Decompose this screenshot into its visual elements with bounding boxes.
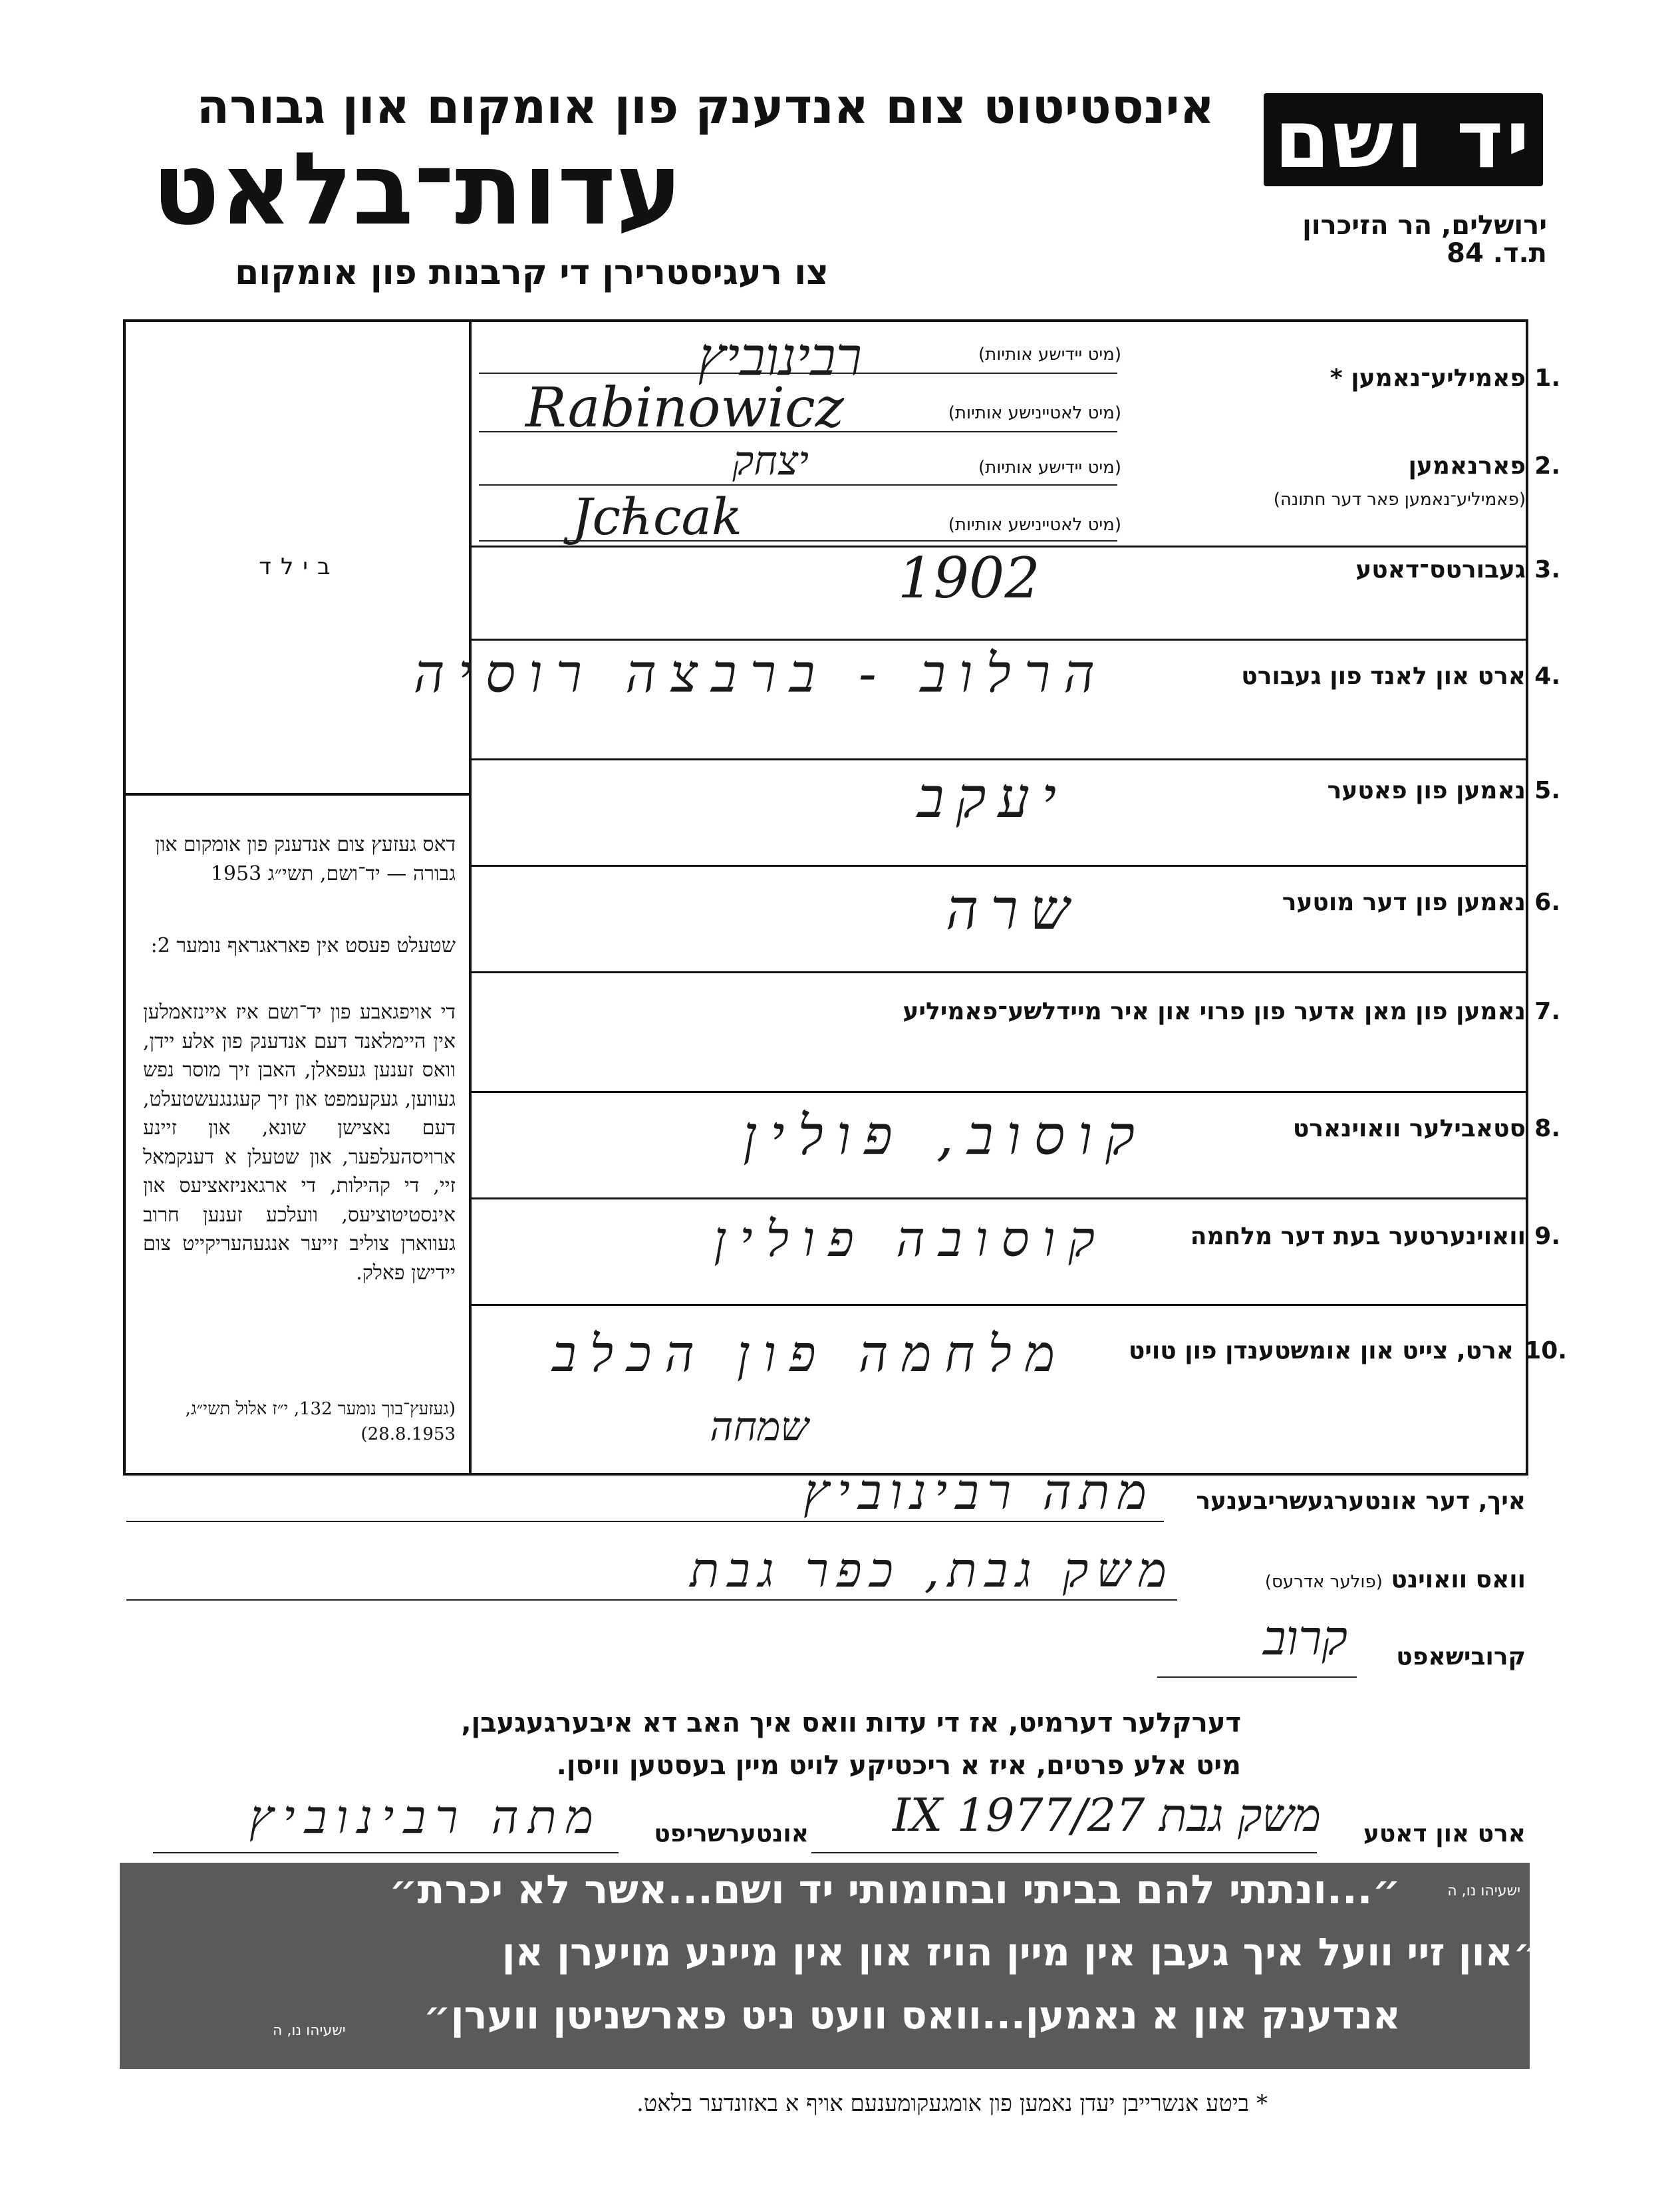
signature-line [153, 1852, 619, 1853]
law-paragraph: דאס געזעץ צום אנדענק פון אומקום און גבורה — יד־ושם, תשי״ג 1953 [155, 833, 456, 885]
banner-quote-yiddish-1: ״און זיי וועל איך געבן אין מיין הויז און אין מיינע מויערן אן [501, 1929, 1540, 1974]
field-7-label: נאמען פון מאן אדער פון פרוי און איר מיידלשע־פאמיליע [903, 998, 1526, 1025]
banner-citation-2: ישעיהו נו, ה [273, 2022, 346, 2039]
relation-value: קרוב [1262, 1610, 1347, 1666]
field-9-number: 9. [1534, 1223, 1560, 1250]
signer-value: מתה רבינוביץ [803, 1464, 1155, 1521]
declaration-line-2: מיט אלע פרטים, איז א ריכטיקע לויט מיין בעסטען וויסן. [556, 1750, 1241, 1781]
row-separator [472, 1197, 1526, 1199]
field-8-number: 8. [1534, 1115, 1560, 1142]
banner-citation-1: ישעיהו נו, ה [1447, 1883, 1520, 1899]
field-8-value: קוסוב, פולין [743, 1104, 1148, 1168]
address-line [126, 1599, 1177, 1601]
field-9-label: וואוינערטער בעת דער מלחמה [1190, 1223, 1526, 1250]
relation-line [1157, 1676, 1357, 1678]
field-2-note: (פאמיליע־נאמען פאר דער חתונה) [1273, 490, 1526, 510]
photo-label: בילד [259, 553, 340, 580]
row-separator [472, 758, 1526, 760]
address-label-text: וואס וואוינט [1391, 1566, 1526, 1593]
field-7-number: 7. [1534, 998, 1560, 1025]
field-3-value: 1902 [898, 546, 1040, 611]
field-2-yiddish-hint: (מיט יידישע אותיות) [978, 458, 1121, 478]
field-2-line [479, 484, 1117, 486]
field-2-latin-hint: (מיט לאטיינישע אותיות) [948, 515, 1121, 535]
field-3-number: 3. [1534, 556, 1560, 583]
signer-label: איך, דער אונטערגעשריבענער [1196, 1488, 1526, 1515]
address-label-note: (פולער אדרעס) [1264, 1572, 1383, 1592]
field-2-label: פארנאמען [1408, 452, 1526, 480]
photo-box-divider [123, 793, 472, 796]
field-10-number: 10. [1524, 1337, 1567, 1364]
field-10-value: מלחמה פון הכלב [552, 1324, 1068, 1383]
law-text: די אויפגאבע פון יד־ושם איז איינזאמלען אין היימלאנד דעם אנדענק פון אלע יידן, וואס זענען געפאלן, האבן זיך מוסר נפש געווען, געקעמפט און זיך קעגנגעשטעלט, דעם נאצישן שונא, און זיינע ארויסהעלפער, און שטעלן א דענקמאל זיי, די קהילות, די ארגאניזאציעס און אינסטיטוציעס, וועלכע זענען חרוב געווארן צוליב זייער אנגעהעריקייט צום יידישן פאלק. [143, 1001, 456, 1285]
declaration-line-1: דערקלער דערמיט, אז די עדות וואס איך האב דא איבערגעגעבן, [461, 1708, 1241, 1738]
field-8-label: סטאבילער וואוינארט [1292, 1115, 1526, 1142]
field-5-value: יעקב [917, 765, 1068, 830]
address-line-1: ירושלים, הר הזיכרון [1302, 210, 1547, 241]
footnote: * ביטע אנשרייבן יעדן נאמען פון אומגעקומענעם אויף א באזונדער בלאט. [636, 2090, 1268, 2117]
row-separator [472, 865, 1526, 867]
field-10-value-continued: שמחה [710, 1404, 809, 1450]
field-6-label: נאמען פון דער מוטער [1282, 889, 1526, 916]
sidebar-divider [469, 319, 472, 1473]
field-9-value: קוסובה פולין [714, 1211, 1108, 1268]
field-1-latin-hint: (מיט לאטיינישע אותיות) [948, 403, 1121, 423]
field-1-yiddish-value: רבינוביץ [698, 326, 862, 388]
form-title: עדות־בלאט [152, 132, 682, 247]
field-6-value: שרה [946, 877, 1081, 942]
field-4-value: הרלוב - ברבצה רוסיה [413, 643, 1108, 705]
declaration [310, 1702, 1241, 1787]
field-5-number: 5. [1534, 777, 1560, 804]
field-6-number: 6. [1534, 889, 1560, 916]
field-3-label: געבורטס־דאטע [1355, 556, 1526, 583]
date-place-label: ארט און דאטע [1363, 1820, 1526, 1847]
form-subtitle: צו רעגיסטרירן די קרבנות פון אומקום [235, 253, 829, 293]
law-clause: שטעלט פעסט אין פאראגראף נומער 2: [150, 934, 456, 957]
field-5-label: נאמען פון פאטער [1327, 777, 1526, 804]
law-source: (געזעץ־בוך נומער 132, י״ז אלול תשי״ג, 28.8.1953) [185, 1399, 456, 1444]
address-label [1265, 1566, 1526, 1593]
row-separator [472, 971, 1526, 973]
signature-label: אונטערשריפט [654, 1820, 809, 1847]
institute-title: אינסטיטוט צום אנדענק פון אומקום און גבורה [196, 79, 1214, 134]
row-separator [472, 1091, 1526, 1093]
relation-label: קרובישאפט [1396, 1643, 1526, 1670]
field-2-yiddish-value: יצחק [732, 438, 809, 484]
date-place-value: משק גבת 27/IX 1977 [892, 1790, 1321, 1842]
row-separator [472, 639, 1526, 641]
banner-quote-yiddish-2: אנדענק און א נאמען...וואס וועט ניט פארשניטן ווערן״ [423, 1992, 1401, 2038]
field-1-latin-value: Rabinowicz [525, 377, 844, 440]
field-10-label: ארט, צייט און אומשטענדן פון טויט [1128, 1337, 1514, 1364]
field-1-yiddish-hint: (מיט יידישע אותיות) [978, 345, 1121, 365]
field-2-latin-value: Jcћcak [572, 487, 742, 546]
address-value: משק גבת, כפר גבת [690, 1542, 1175, 1598]
signature-value: מתה רבינוביץ [249, 1790, 603, 1844]
row-separator [472, 1304, 1526, 1306]
field-1-number: 1. [1534, 365, 1560, 392]
address-line-2: ת.ד. 84 [1447, 238, 1547, 269]
field-4-label: ארט און לאנד פון געבורט [1241, 663, 1526, 690]
yad-vashem-logo: יד ושם [1264, 93, 1543, 186]
field-1-label: פאמיליע־נאמען * [1330, 365, 1526, 392]
date-place-line [811, 1852, 1317, 1853]
banner-quote-hebrew: ״...ונתתי להם בביתי ובחומותי יד ושם...אשר לא יכרת״ [389, 1867, 1401, 1913]
field-4-number: 4. [1534, 663, 1560, 690]
field-2-number: 2. [1534, 452, 1560, 480]
institute-address [1148, 212, 1547, 267]
